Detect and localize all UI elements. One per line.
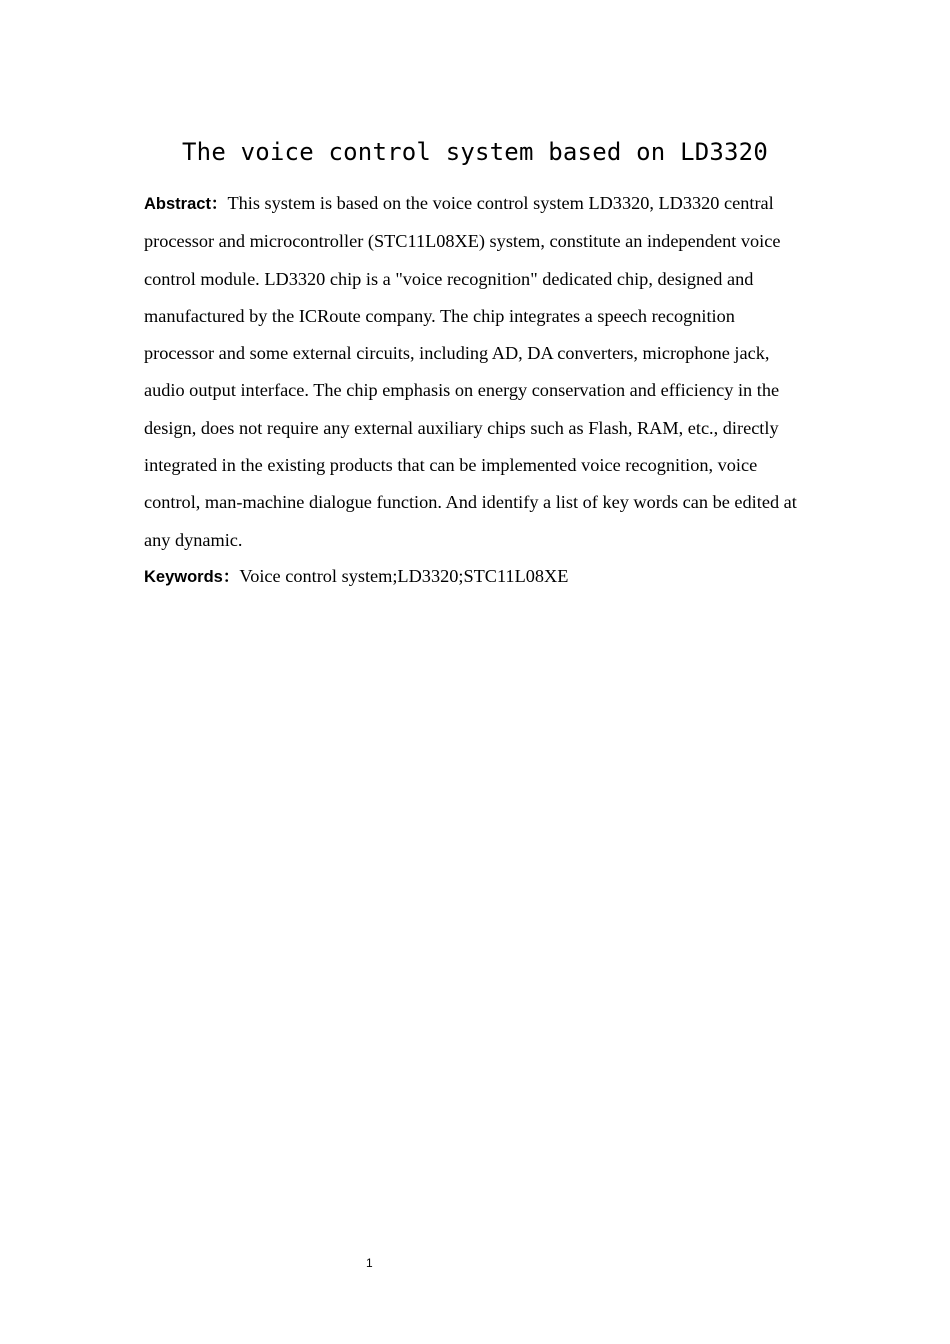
abstract-text: This system is based on the voice control system LD3320, LD3320 central processor and microcontroller (STC11L08XE) system, constitute an independent voice control module. LD3320 chip is a "voice recognition" dedicated chip, designed and manufactured by the ICRoute company. The chip integrates a speech recognition processor and some external circuits, including AD, DA converters, microphone jack, audio output interface. The chip emphasis on energy conservation and efficiency in the design, does not require any external auxiliary chips such as Flash, RAM, etc., directly integrated in the existing products that can be implemented voice recognition, voice control, man-machine dialogue function. And identify a list of key words can be edited at any dynamic. <box>144 193 797 550</box>
keywords-text: Voice control system;LD3320;STC11L08XE <box>239 566 569 586</box>
abstract-label: Abstract： <box>144 195 228 213</box>
keywords-paragraph <box>144 558 808 596</box>
document-title: The voice control system based on LD3320 <box>182 138 768 166</box>
keywords-label: Keywords： <box>144 568 240 586</box>
page-number: 1 <box>366 1256 373 1270</box>
abstract-paragraph <box>144 185 808 559</box>
